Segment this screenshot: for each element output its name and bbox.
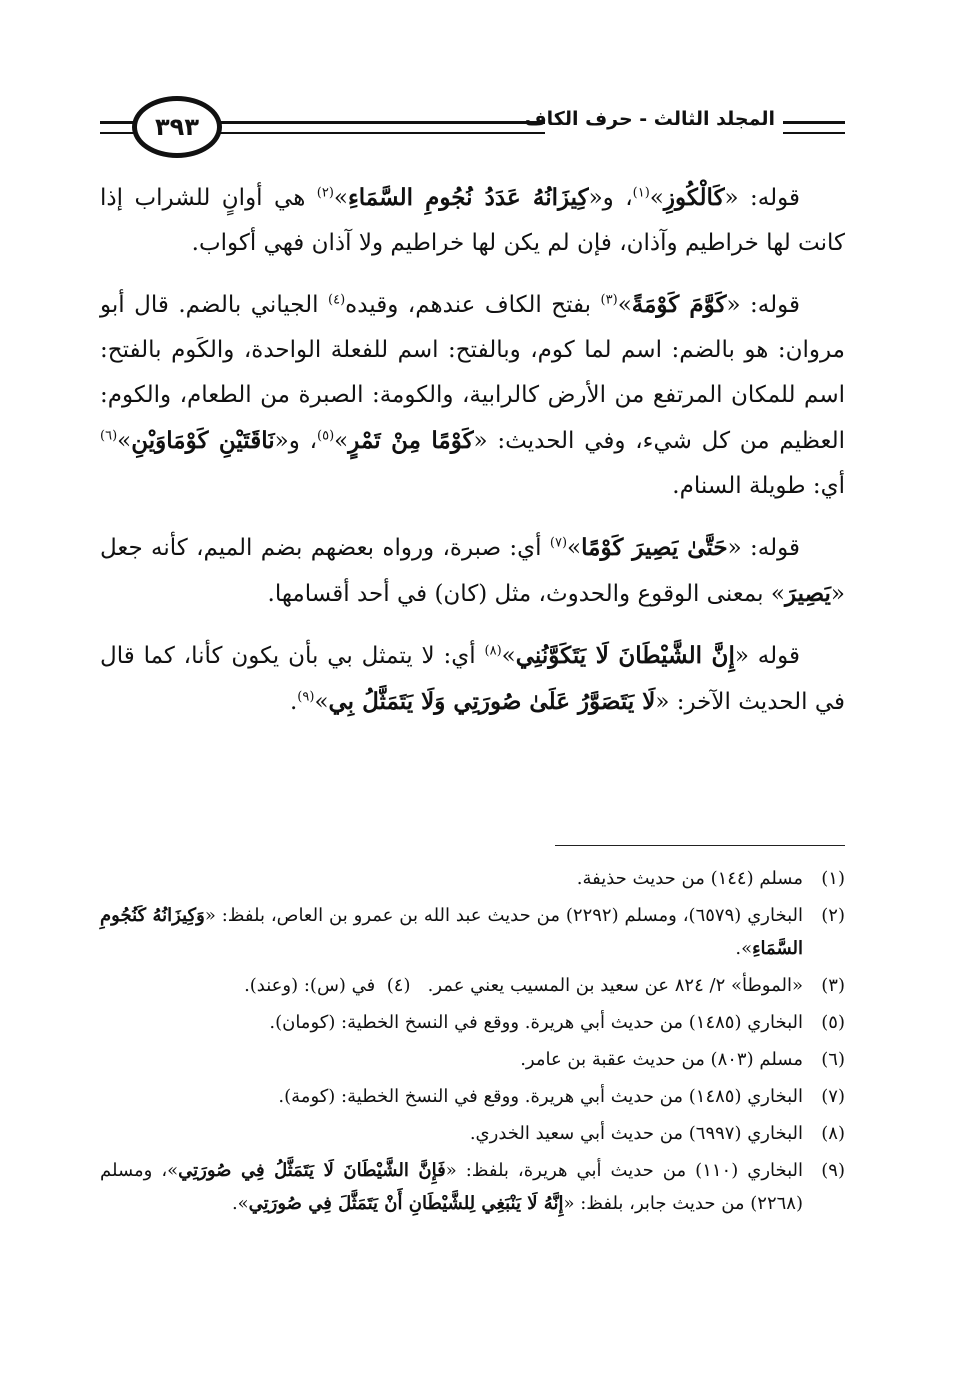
page-number-oval <box>132 96 222 158</box>
footnote-ref: (٤) <box>328 292 346 308</box>
footnote-separator <box>555 845 845 846</box>
text-span: بفتح الكاف عندهم، وقيده <box>345 292 601 318</box>
quoted-hadith: كَالْكُوزِ <box>663 184 725 211</box>
header-rule-middle <box>220 121 545 134</box>
quoted-hadith: كَوَّمَ كَوْمَةً <box>631 291 727 318</box>
footnote-text: البخاري (١٤٨٥) من حديث أبي هريرة. ووقع في النسخ الخطية: (كومة). <box>278 1086 803 1107</box>
footnote-number: (٢) <box>821 905 845 926</box>
text-span: » <box>333 185 348 211</box>
paragraph-4 <box>100 633 845 725</box>
text-span: قوله: « <box>726 292 800 318</box>
footnotes <box>100 862 845 1224</box>
footnote-1 <box>100 862 845 895</box>
footnote-7 <box>100 1080 845 1113</box>
footnote-text: البخاري (٦٩٩٧) من حديث أبي سعيد الخدري. <box>469 1123 803 1144</box>
footnote-5 <box>100 1006 845 1039</box>
footnote-ref: (٥) <box>317 428 335 444</box>
text-span: » <box>334 428 349 454</box>
quoted-hadith: نَاقَتَيْنِ كَوْمَاوَيْنِ <box>131 427 275 454</box>
footnote-ref: (٢) <box>316 185 334 201</box>
footnote-number: (٩) <box>821 1160 845 1181</box>
footnote-number: (٥) <box>821 1012 845 1033</box>
header-rule-right <box>783 121 845 134</box>
quoted-hadith: إِنَّهُ لَا يَنْبَغِي لِلشَّيْطَانِ أَنْ يَتَمَثَّلَ فِي صُورَتِي <box>248 1193 564 1214</box>
quoted-hadith: وَكِيزَانُهُ كَنُجُومِ السَّمَاءِ <box>100 905 803 959</box>
text-span: البخاري (٦٥٧٩)، ومسلم (٢٢٩٢) من حديث عبد الله بن عمرو بن العاص، بلفظ: « <box>204 905 803 926</box>
footnote-text <box>100 1154 803 1220</box>
text-span: » <box>501 643 516 669</box>
text-span: قوله: « <box>724 185 800 211</box>
footnote-ref: (٨) <box>484 643 502 659</box>
quoted-hadith: لَا يَتَصَوَّرُ عَلَىٰ صُورَتِي وَلَا يَتَمَثَّلُ بِي <box>328 688 656 715</box>
text-span: » <box>567 535 582 561</box>
text-span: ، و« <box>274 428 318 454</box>
text-span: أي: صبرة، ورواه بعضهم بضم الميم، كأنه جعل « <box>100 535 845 607</box>
text-span: هي أوانٍ للشراب إذا كانت لها خراطيم وآذان، فإن لم يكن لها خراطيم ولا آذان فهي أكواب. <box>100 185 845 256</box>
text-span: في (س): (وعند). <box>244 975 376 996</box>
footnote-ref: (٦) <box>100 428 118 444</box>
header-rule-left <box>100 121 135 134</box>
text-span: ». <box>231 1193 249 1214</box>
footnote-text <box>100 969 803 1002</box>
text-span: » <box>117 428 132 454</box>
text-span: ». <box>735 938 753 959</box>
quoted-hadith: كَوْمًا مِنْ تَمْرٍ <box>348 427 474 454</box>
text-span: . <box>289 689 298 715</box>
footnote-ref: (١) <box>632 185 650 201</box>
footnote-number: (٦) <box>821 1049 845 1070</box>
footnote-8 <box>100 1117 845 1150</box>
footnote-ref: (٣) <box>600 292 618 308</box>
text-span: أي: طويلة السنام. <box>672 473 845 499</box>
main-text <box>100 175 845 741</box>
page-number: ٣٩٣ <box>155 113 199 141</box>
footnote-ref: (٧) <box>549 535 568 551</box>
footnote-ref: (٩) <box>297 689 315 705</box>
text-span: » <box>617 292 632 318</box>
text-span: » <box>314 689 329 715</box>
footnote-number: (٧) <box>821 1086 845 1107</box>
text-span: أي: لا يتمثل بي بأن يكون كأنا، كما قال في الحديث الآخر: « <box>100 643 845 715</box>
text-span: «الموطأ» ٢/ ٨٢٤ عن سعيد بن المسيب يعني عمر. <box>427 975 803 996</box>
quoted-hadith: حَتَّىٰ يَصِيرَ كَوْمًا <box>581 534 728 561</box>
paragraph-1 <box>100 175 845 266</box>
text-span: »، ومسلم (٢٢٦٨) من حديث جابر، بلفظ: « <box>100 1160 803 1214</box>
footnote-9 <box>100 1154 845 1220</box>
text-span: البخاري (١١٠) من حديث أبي هريرة، بلفظ: « <box>445 1160 804 1181</box>
paragraph-2 <box>100 282 845 509</box>
text-span: » بمعنى الوقوع والحدوث، مثل (كان) في أحد أقسامها. <box>267 581 785 607</box>
quoted-hadith: فَإِنَّ الشَّيْطَانَ لَا يَتَمَثَّلُ فِي صُورَتِي <box>178 1160 446 1181</box>
text-span: قوله « <box>734 643 800 669</box>
quoted-hadith: إِنَّ الشَّيْطَانَ لَا يَتَكَوَّنُنِي <box>515 642 735 669</box>
footnote-text: مسلم (١٤٤) من حديث حذيفة. <box>576 868 803 889</box>
text-span: » <box>649 185 664 211</box>
footnote-number: (٣) <box>821 975 845 996</box>
footnote-text <box>100 899 803 965</box>
quoted-hadith: كِيزَانُهُ عَدَدُ نُجُومِ السَّمَاءِ <box>347 184 589 211</box>
footnote-number: (٨) <box>821 1123 845 1144</box>
footnote-text: البخاري (١٤٨٥) من حديث أبي هريرة. ووقع في النسخ الخطية: (كومان). <box>269 1012 803 1033</box>
paragraph-3 <box>100 525 845 617</box>
text-span: الجياني بالضم. قال أبو مروان: هو بالضم: اسم لما كوم، وبالفتح: اسم للفعلة الواحدة، والكَوم بالفتح: اسم للمكان المرتفع من الأرض كالرابية، والكومة: الصبرة من الطعام، والكوم: العظيم من كل شيء، وفي الحديث: « <box>100 292 846 454</box>
footnote-text: مسلم (٨٠٣) من حديث عقبة بن عامر. <box>520 1049 803 1070</box>
footnote-number: (٤) <box>386 975 411 996</box>
running-title: المجلد الثالث - حرف الكاف <box>524 108 775 130</box>
text-span: قوله: « <box>727 535 800 561</box>
page-header <box>100 88 845 168</box>
text-span: ، و« <box>588 185 633 211</box>
quoted-word: يَصِيرَ <box>784 580 831 607</box>
footnote-3-4 <box>100 969 845 1002</box>
footnote-6 <box>100 1043 845 1076</box>
footnote-2 <box>100 899 845 965</box>
footnote-number: (١) <box>821 868 845 889</box>
